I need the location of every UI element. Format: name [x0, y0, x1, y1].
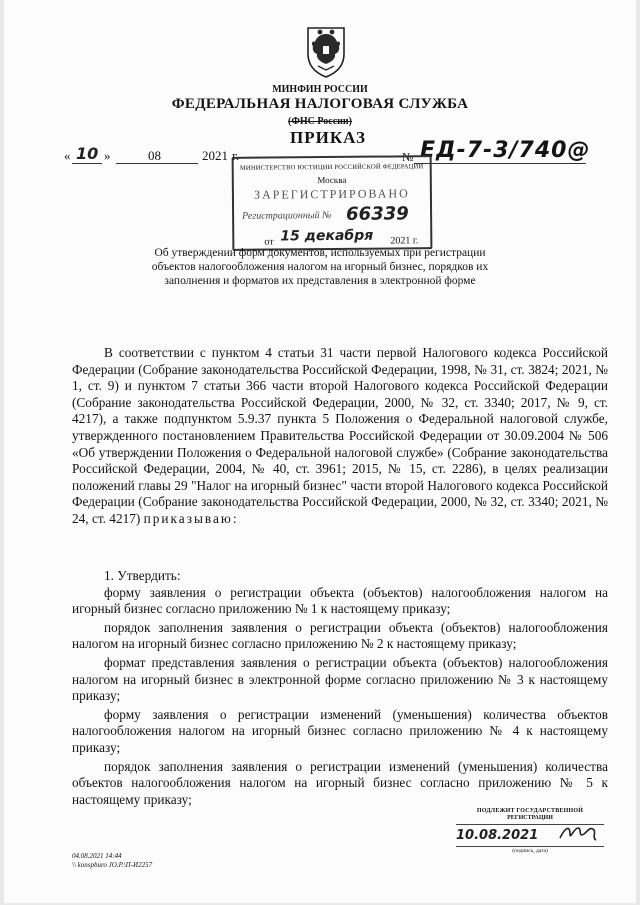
- date-month: 08: [148, 148, 161, 163]
- list-item: порядок заполнения заявления о регистрации изменений (уменьшения) количества объектов налогообложения налогом на игорный бизнес согласно приложению № 5 к настоящему приказу;: [72, 758, 608, 807]
- service-short-name: (ФНС России): [287, 116, 352, 127]
- reg-note-date-handwritten: 10.08.2021: [456, 828, 539, 843]
- list-item: 1. Утвердить:: [104, 568, 181, 583]
- order-number-sign: №: [402, 150, 414, 164]
- date-month-underline: [116, 163, 198, 164]
- order-number-underline: [414, 163, 586, 164]
- footer-meta: [72, 852, 152, 870]
- stamp-date-suffix: 2021 г.: [390, 235, 419, 247]
- reg-note-line2: РЕГИСТРАЦИИ: [507, 815, 553, 821]
- preamble: [72, 345, 608, 528]
- footer-file-path: \\ konspburo JO.P.\П-И2257: [72, 861, 153, 869]
- stamp-city: Москва: [317, 174, 347, 186]
- service-name: ФЕДЕРАЛЬНАЯ НАЛОГОВАЯ СЛУЖБА: [171, 96, 469, 112]
- stamp-date-prefix: от: [264, 236, 274, 248]
- list-item: форму заявления о регистрации изменений (уменьшения) количества объектов налогообложения налогом на игорный бизнес согласно приложению № 4 к настоящему приказу;: [72, 706, 608, 755]
- list-item: форму заявления о регистрации объекта (объектов) налогообложения налогом на игорный бизнес согласно приложению № 1 к настоящему приказу;: [72, 584, 608, 617]
- registration-stamp: [232, 155, 433, 251]
- stamp-status: ЗАРЕГИСТРИРОВАНО: [254, 186, 410, 202]
- preamble-command: приказываю:: [143, 510, 239, 526]
- reg-note-caption: (подпись, дата): [512, 848, 548, 854]
- date-close-quote: »: [104, 148, 111, 163]
- registration-note-box: [452, 808, 608, 860]
- date-open-quote: «: [64, 148, 71, 163]
- stamp-ministry: МИНИСТЕРСТВО ЮСТИЦИИ РОССИЙСКОЙ ФЕДЕРАЦИИ: [239, 163, 424, 172]
- stamp-number-handwritten: 66339: [346, 203, 409, 225]
- date-day-underline: [72, 163, 102, 164]
- list-item: порядок заполнения заявления о регистрации объекта (объектов) налогообложения налогом на игорный бизнес согласно приложению № 2 к настоящему приказу;: [72, 619, 608, 652]
- order-number-handwritten: ЕД-7-3/740@: [420, 138, 591, 163]
- ministry-name: МИНФИН РОССИИ: [272, 84, 368, 95]
- list-item: формат представления заявления о регистрации объекта (объектов) налогообложения налогом на игорный бизнес в электронной форме согласно приложению № 3 к настоящему приказу;: [72, 654, 608, 704]
- stamp-number-label: Регистрационный №: [242, 210, 332, 222]
- date-year: 2021: [202, 148, 228, 163]
- signature-icon: [558, 822, 598, 844]
- order-items: [72, 568, 608, 808]
- preamble-text: В соответствии с пунктом 4 статьи 31 части первой Налогового кодекса Российской Федерации (Собрание законодательства Российской Федерации, 1998, № 31, ст. 3824; 2021, № 1, ст. 9) и пунктом 7 статьи 366 части второй Налогового кодекса Российской Федерации (Собрание законодательства Российской Федерации, 2000, № 32, ст. 3340; 2017, № 9, ст. 4217), а также подпунктом 5.9.37 пункта 5 Положения о Федеральной налоговой службе, утвержденного постановлением Правительства Российской Федерации от 30.09.2004 № 506 «Об утверждении Положения о Федеральной налоговой службе» (Собрание законодательства Российской Федерации, 2004, № 40, ст. 3961; 2015, № 15, ст. 2286), в целях реализации положений главы 29 "Налог на игорный бизнес" части второй Налогового кодекса Российской Федерации (Собрание законодательства Российской Федерации, 2000, № 32, ст. 3340; 2021, № 24, ст. 4217): [72, 345, 608, 526]
- stamp-date-handwritten: 15 декабря: [280, 227, 374, 245]
- reg-note-line1: ПОДЛЕЖИТ ГОСУДАРСТВЕННОЙ: [476, 808, 584, 814]
- footer-timestamp: 04.08.2021 14:44: [72, 852, 122, 860]
- order-title: Об утверждении форм документов, используемых при регистрации объектов налогообложения налогом на игорный бизнес, порядков их заполнения и форматов их представления в электронной форме: [151, 247, 489, 287]
- date-year-suffix: г.: [232, 148, 240, 163]
- coat-of-arms-emblem-icon: [300, 20, 352, 80]
- date-day-handwritten: 10: [76, 144, 99, 163]
- document-type-heading: ПРИКАЗ: [290, 128, 366, 147]
- reg-note-divider-bottom: [456, 846, 604, 847]
